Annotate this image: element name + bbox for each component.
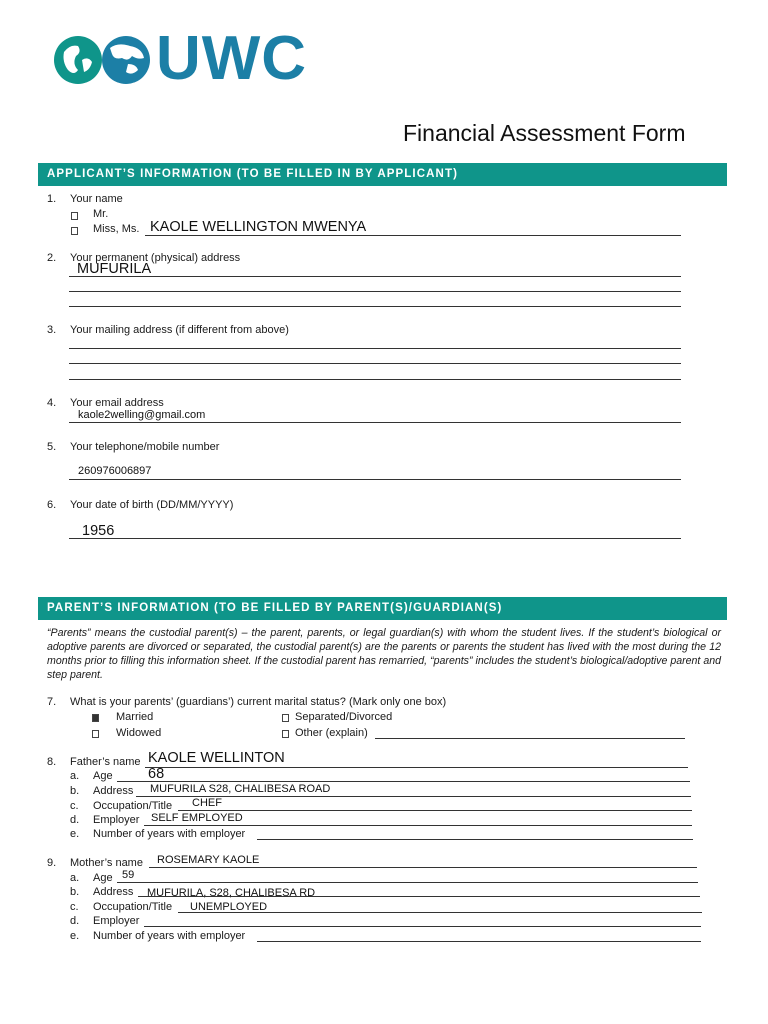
uwc-logo-text: UWC — [156, 24, 308, 93]
q7-number: 7. — [47, 696, 57, 708]
email-line[interactable] — [69, 422, 681, 423]
option-other-label: Other (explain) — [295, 727, 368, 739]
q7-label: What is your parents’ (guardians’) current marital status? (Mark only one box) — [70, 696, 447, 708]
name-field-line[interactable] — [145, 235, 681, 236]
mother-occupation-letter: c. — [70, 901, 79, 913]
q4-number: 4. — [47, 397, 57, 409]
father-address-label: Address — [93, 785, 134, 797]
mother-employer-line[interactable] — [144, 926, 701, 927]
address-line-3[interactable] — [69, 306, 681, 307]
mother-age-label: Age — [93, 872, 113, 884]
checkbox-other[interactable] — [282, 730, 289, 738]
mother-occupation-value: UNEMPLOYED — [190, 901, 268, 913]
father-occupation-line[interactable] — [178, 810, 692, 811]
mother-years-letter: e. — [70, 930, 80, 942]
mother-address-line[interactable] — [138, 896, 700, 897]
mother-name-line[interactable] — [149, 867, 697, 868]
q4-label: Your email address — [70, 397, 164, 409]
q2-label: Your permanent (physical) address — [70, 252, 241, 264]
option-widowed-label: Widowed — [116, 727, 162, 739]
form-title: Financial Assessment Form — [403, 120, 686, 146]
father-employer-value: SELF EMPLOYED — [151, 812, 243, 824]
q2-number: 2. — [47, 252, 57, 264]
q5-label: Your telephone/mobile number — [70, 441, 220, 453]
parent-section-heading: PARENT’S INFORMATION (TO BE FILLED BY PARENT(S)/GUARDIAN(S) — [38, 597, 727, 620]
uwc-globe-logo — [52, 34, 156, 86]
father-years-line[interactable] — [257, 839, 693, 840]
mailing-line-2[interactable] — [69, 363, 681, 364]
mother-address-label: Address — [93, 886, 134, 898]
father-occupation-letter: c. — [70, 800, 79, 812]
option-married-label: Married — [116, 711, 154, 723]
father-address-letter: b. — [70, 785, 80, 797]
father-age-line[interactable] — [117, 781, 690, 782]
father-years-letter: e. — [70, 828, 80, 840]
father-occupation-value: CHEF — [192, 797, 222, 809]
address-line-2[interactable] — [69, 291, 681, 292]
father-occupation-label: Occupation/Title — [93, 800, 173, 812]
option-miss-label: Miss, Ms. — [93, 223, 140, 235]
checkbox-miss[interactable] — [71, 227, 78, 235]
checkbox-separated[interactable] — [282, 714, 289, 722]
q5-number: 5. — [47, 441, 57, 453]
parents-definition: “Parents” means the custodial parent(s) – the parent, parents, or legal guardian(s) with whom the student lives. If the student’s biological or adoptive parents are divorced or separated, the custodial parent(s) are the parents or parents the student has lived with the most during the 12 months prior to filling this information sheet. If the custodial parent has remarried, “parents” includes the student’s biological/adoptive parent and step parent. — [47, 627, 721, 681]
phone-line[interactable] — [69, 479, 681, 480]
father-name-value: KAOLE WELLINTON — [148, 750, 285, 766]
father-name-line[interactable] — [145, 767, 688, 768]
q1-label: Your name — [70, 193, 123, 205]
mother-employer-label: Employer — [93, 915, 140, 927]
email-value: kaole2welling@gmail.com — [78, 409, 206, 421]
q1-number: 1. — [47, 193, 57, 205]
phone-value: 260976006897 — [78, 465, 152, 477]
father-age-value: 68 — [148, 766, 165, 782]
checkbox-widowed[interactable] — [92, 730, 99, 738]
dob-value: 1956 — [82, 523, 115, 539]
father-age-label: Age — [93, 770, 113, 782]
option-mr-label: Mr. — [93, 208, 109, 220]
q9-label: Mother’s name — [70, 857, 143, 869]
mother-address-value: MUFURILA, S28, CHALIBESA RD — [147, 887, 316, 899]
mailing-line-3[interactable] — [69, 379, 681, 380]
mother-age-line[interactable] — [117, 882, 698, 883]
father-employer-letter: d. — [70, 814, 80, 826]
q3-label: Your mailing address (if different from above) — [70, 324, 289, 336]
mother-years-line[interactable] — [257, 941, 701, 942]
checkbox-mr[interactable] — [71, 212, 78, 220]
dob-line[interactable] — [69, 538, 681, 539]
father-age-letter: a. — [70, 770, 80, 782]
mother-age-letter: a. — [70, 872, 80, 884]
checkbox-married[interactable] — [92, 714, 99, 722]
q8-label: Father’s name — [70, 756, 141, 768]
mother-occupation-line[interactable] — [178, 912, 702, 913]
other-explain-line[interactable] — [375, 738, 685, 739]
q3-number: 3. — [47, 324, 57, 336]
applicant-name-value: KAOLE WELLINGTON MWENYA — [150, 219, 367, 235]
mailing-line-1[interactable] — [69, 348, 681, 349]
father-address-value: MUFURILA S28, CHALIBESA ROAD — [150, 783, 331, 795]
q6-label: Your date of birth (DD/MM/YYYY) — [70, 499, 234, 511]
q6-number: 6. — [47, 499, 57, 511]
mother-employer-letter: d. — [70, 915, 80, 927]
mother-years-label: Number of years with employer — [93, 930, 246, 942]
address-line-1[interactable] — [69, 276, 681, 277]
mother-name-value: ROSEMARY KAOLE — [157, 854, 260, 866]
q9-number: 9. — [47, 857, 57, 869]
mother-address-letter: b. — [70, 886, 80, 898]
option-separated-label: Separated/Divorced — [295, 711, 393, 723]
permanent-address-value: MUFURILA — [77, 261, 152, 277]
applicant-section-heading: APPLICANT’S INFORMATION (TO BE FILLED IN BY APPLICANT) — [38, 163, 727, 186]
father-years-label: Number of years with employer — [93, 828, 246, 840]
mother-age-value: 59 — [122, 869, 135, 881]
q8-number: 8. — [47, 756, 57, 768]
father-employer-line[interactable] — [144, 825, 692, 826]
mother-occupation-label: Occupation/Title — [93, 901, 173, 913]
father-employer-label: Employer — [93, 814, 140, 826]
